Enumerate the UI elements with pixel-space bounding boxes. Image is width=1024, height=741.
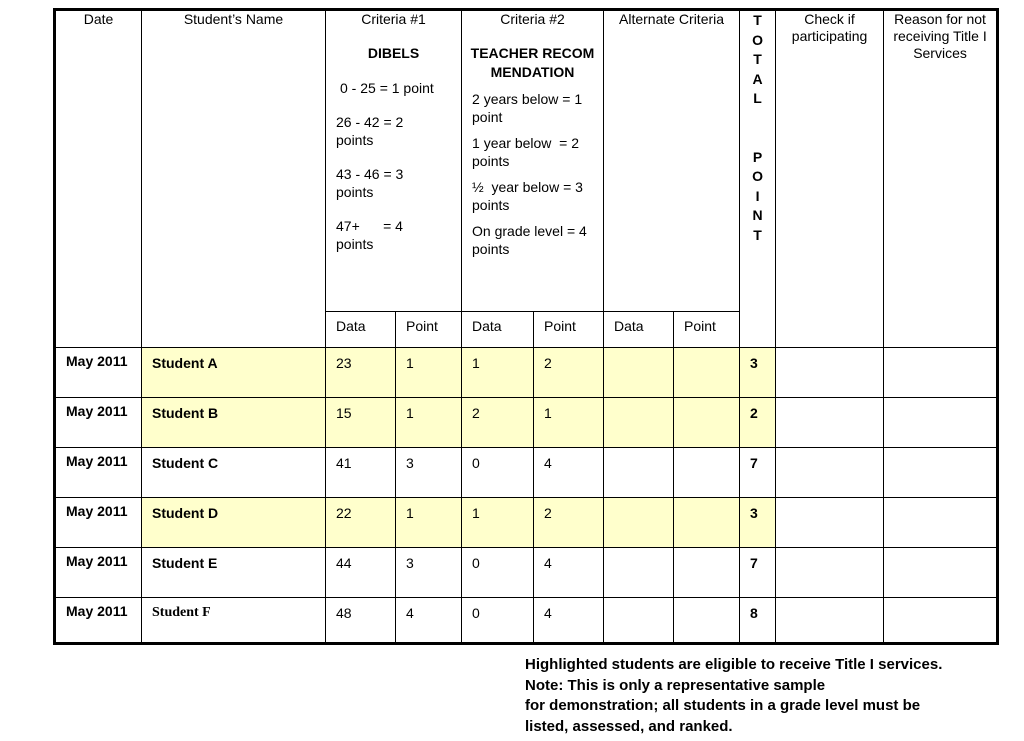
criteria-2-scale-2: 1 year below = 2 points bbox=[472, 135, 583, 169]
header-row bbox=[55, 10, 998, 312]
reason-header: Reason for not receiving Title I Services bbox=[884, 10, 998, 348]
total-letter: T bbox=[753, 226, 762, 243]
row-c2-point: 4 bbox=[534, 598, 604, 644]
criteria-1-scale-2: 26 - 42 = 2 points bbox=[336, 114, 404, 148]
row-alt-point bbox=[674, 548, 740, 598]
row-reason bbox=[884, 398, 998, 448]
total-letter: N bbox=[752, 207, 763, 223]
row-alt-data bbox=[604, 448, 674, 498]
row-alt-point bbox=[674, 598, 740, 644]
row-c1-point: 1 bbox=[396, 498, 462, 548]
row-c2-data: 0 bbox=[462, 598, 534, 644]
table-row bbox=[55, 448, 998, 498]
alternate-point-header: Point bbox=[674, 312, 740, 348]
criteria-2-data-header: Data bbox=[462, 312, 534, 348]
row-total: 3 bbox=[740, 348, 776, 398]
total-spacer bbox=[740, 109, 775, 129]
total-letter: L bbox=[753, 90, 762, 106]
footnote-line: Highlighted students are eligible to receive Title I services. bbox=[525, 656, 943, 673]
row-c1-point: 1 bbox=[396, 398, 462, 448]
table-row bbox=[55, 398, 998, 448]
footnote-line: Note: This is only a representative sample bbox=[525, 676, 826, 694]
row-date: May 2011 bbox=[55, 598, 142, 644]
title-one-eligibility-table bbox=[53, 8, 999, 645]
row-alt-data bbox=[604, 348, 674, 398]
total-spacer bbox=[740, 128, 775, 148]
total-letter: T bbox=[753, 51, 762, 67]
alternate-criteria-header: Alternate Criteria bbox=[604, 10, 740, 312]
row-c2-point: 4 bbox=[534, 548, 604, 598]
row-date: May 2011 bbox=[55, 398, 142, 448]
criteria-1-scale-4: 47+ = 4 points bbox=[336, 218, 407, 252]
criteria-2-test: TEACHER RECOMMENDATION bbox=[470, 45, 595, 80]
footnote-line: listed, assessed, and ranked. bbox=[525, 717, 733, 735]
row-check bbox=[776, 598, 884, 644]
row-date: May 2011 bbox=[55, 498, 142, 548]
row-c2-point: 4 bbox=[534, 448, 604, 498]
row-alt-data bbox=[604, 548, 674, 598]
row-c2-point: 1 bbox=[534, 398, 604, 448]
row-alt-data bbox=[604, 398, 674, 448]
row-student-name: Student F bbox=[142, 598, 326, 644]
row-c2-data: 0 bbox=[462, 548, 534, 598]
row-reason bbox=[884, 598, 998, 644]
total-letter: P bbox=[752, 148, 763, 165]
alternate-data-header: Data bbox=[604, 312, 674, 348]
row-check bbox=[776, 448, 884, 498]
row-c1-data: 48 bbox=[326, 598, 396, 644]
criteria-1-point-header: Point bbox=[396, 312, 462, 348]
criteria-2-point-header: Point bbox=[534, 312, 604, 348]
table-row bbox=[55, 348, 998, 398]
row-c1-point: 3 bbox=[396, 448, 462, 498]
row-total: 7 bbox=[740, 548, 776, 598]
row-student-name: Student B bbox=[142, 398, 326, 448]
row-alt-point bbox=[674, 498, 740, 548]
row-c1-data: 15 bbox=[326, 398, 396, 448]
row-c1-point: 4 bbox=[396, 598, 462, 644]
row-reason bbox=[884, 448, 998, 498]
row-check bbox=[776, 348, 884, 398]
row-c2-data: 1 bbox=[462, 348, 534, 398]
table-row bbox=[55, 598, 998, 644]
row-student-name: Student D bbox=[142, 498, 326, 548]
row-c1-data: 44 bbox=[326, 548, 396, 598]
check-participating-header: Check if participating bbox=[776, 10, 884, 348]
row-c1-data: 23 bbox=[326, 348, 396, 398]
total-letter: T bbox=[753, 12, 762, 28]
row-c2-data: 1 bbox=[462, 498, 534, 548]
row-c2-data: 2 bbox=[462, 398, 534, 448]
date-header: Date bbox=[55, 10, 142, 348]
criteria-1-test: DIBELS bbox=[367, 45, 420, 61]
row-date: May 2011 bbox=[55, 448, 142, 498]
row-total: 3 bbox=[740, 498, 776, 548]
table-row bbox=[55, 498, 998, 548]
row-total: 2 bbox=[740, 398, 776, 448]
row-c2-point: 2 bbox=[534, 498, 604, 548]
criteria-2-scale-1: 2 years below = 1 point bbox=[472, 91, 583, 125]
criteria-2-title: Criteria #2 bbox=[500, 11, 565, 27]
row-check bbox=[776, 498, 884, 548]
row-c2-point: 2 bbox=[534, 348, 604, 398]
row-date: May 2011 bbox=[55, 348, 142, 398]
row-total: 8 bbox=[740, 598, 776, 644]
row-alt-point bbox=[674, 348, 740, 398]
row-check bbox=[776, 548, 884, 598]
footnote bbox=[525, 655, 1020, 737]
criteria-2-header bbox=[462, 10, 604, 312]
row-c1-point: 1 bbox=[396, 348, 462, 398]
row-reason bbox=[884, 548, 998, 598]
total-letter: O bbox=[752, 168, 763, 184]
criteria-2-scale-4: On grade level = 4 points bbox=[472, 223, 587, 257]
criteria-1-scale-1: 0 - 25 = 1 point bbox=[340, 80, 434, 96]
row-alt-point bbox=[674, 398, 740, 448]
student-name-header: Student’s Name bbox=[142, 10, 326, 348]
criteria-1-header bbox=[326, 10, 462, 312]
criteria-1-data-header: Data bbox=[326, 312, 396, 348]
criteria-1-scale-3: 43 - 46 = 3 points bbox=[336, 166, 404, 200]
total-letter: A bbox=[752, 70, 763, 87]
row-c1-point: 3 bbox=[396, 548, 462, 598]
row-student-name: Student A bbox=[142, 348, 326, 398]
row-date: May 2011 bbox=[55, 548, 142, 598]
row-check bbox=[776, 398, 884, 448]
row-alt-point bbox=[674, 448, 740, 498]
criteria-1-title: Criteria #1 bbox=[361, 11, 426, 27]
criteria-2-scale-3: ½ year below = 3 points bbox=[472, 179, 587, 213]
row-c2-data: 0 bbox=[462, 448, 534, 498]
row-alt-data bbox=[604, 598, 674, 644]
row-total: 7 bbox=[740, 448, 776, 498]
total-points-header bbox=[740, 10, 776, 348]
total-letter: O bbox=[752, 31, 763, 48]
row-student-name: Student E bbox=[142, 548, 326, 598]
row-alt-data bbox=[604, 498, 674, 548]
row-reason bbox=[884, 498, 998, 548]
row-reason bbox=[884, 348, 998, 398]
footnote-line: for demonstration; all students in a grade level must be bbox=[525, 697, 921, 714]
row-c1-data: 41 bbox=[326, 448, 396, 498]
row-c1-data: 22 bbox=[326, 498, 396, 548]
table-row bbox=[55, 548, 998, 598]
row-student-name: Student C bbox=[142, 448, 326, 498]
total-letter: I bbox=[755, 187, 760, 204]
